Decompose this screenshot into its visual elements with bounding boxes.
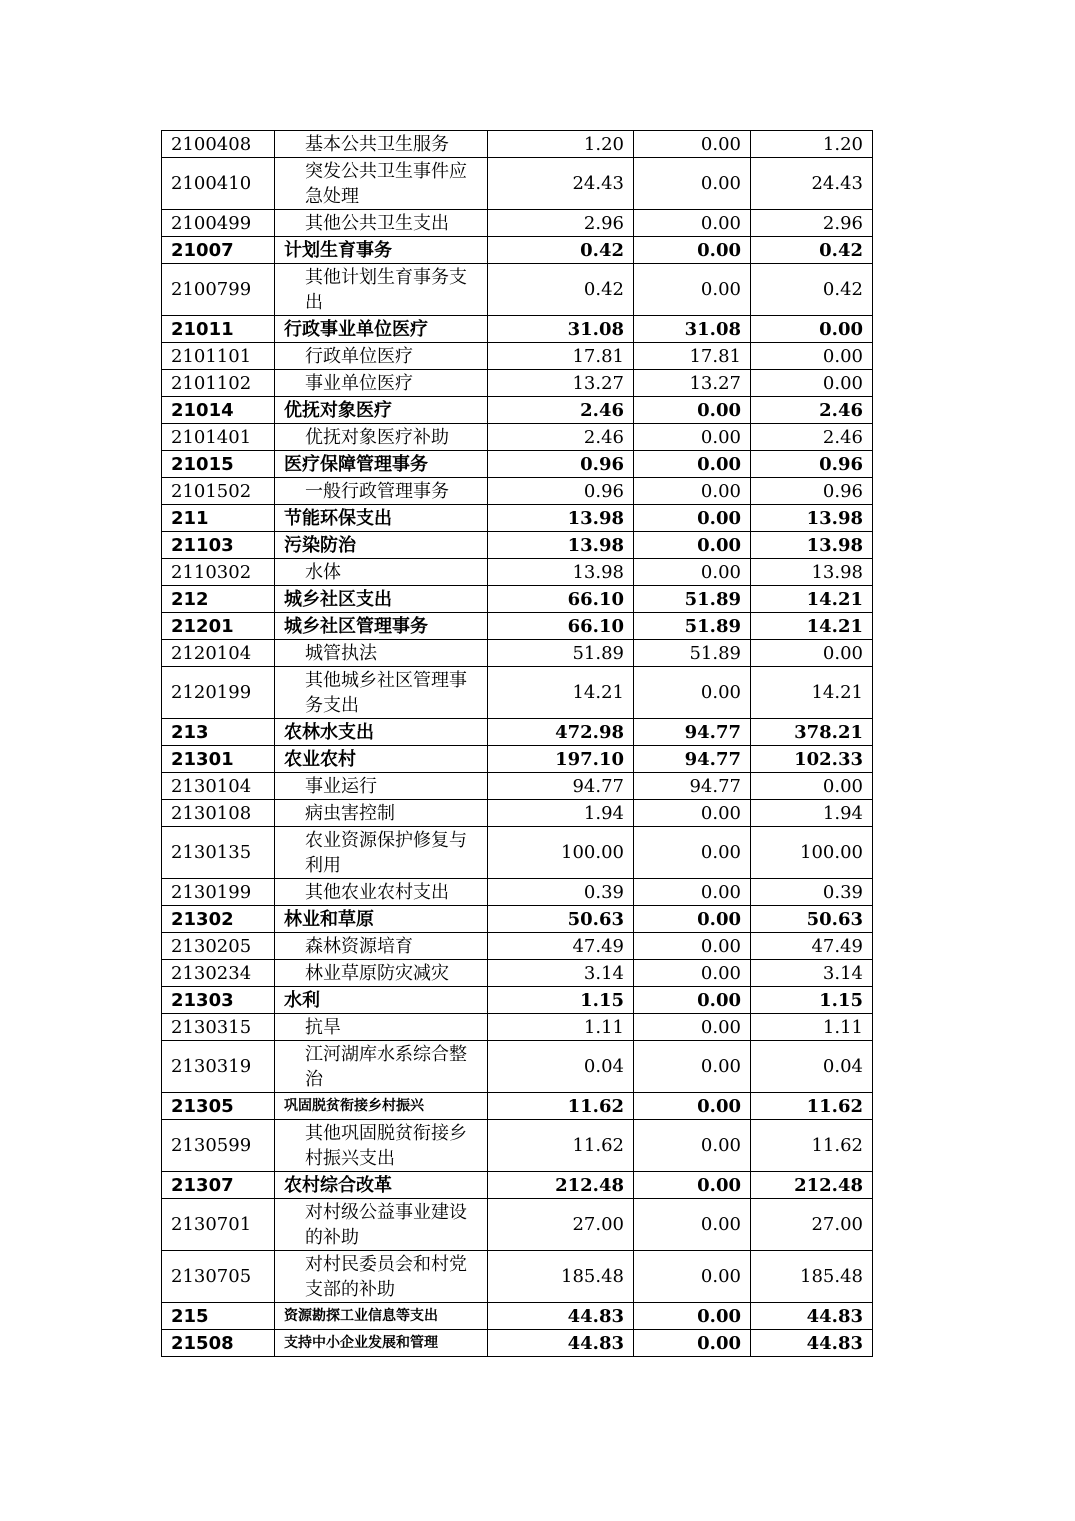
subject-name-cell: 资源勘探工业信息等支出 xyxy=(275,1303,488,1330)
subject-name-cell: 农业资源保护修复与利用 xyxy=(275,827,488,879)
subject-name-cell: 其他城乡社区管理事务支出 xyxy=(275,667,488,719)
project-expenditure-cell: 0.00 xyxy=(751,640,873,667)
basic-expenditure-cell: 51.89 xyxy=(634,640,751,667)
table-row xyxy=(162,1172,873,1199)
subject-name-cell: 事业单位医疗 xyxy=(275,370,488,397)
table-row xyxy=(162,264,873,316)
basic-expenditure-cell: 0.00 xyxy=(634,1014,751,1041)
subject-name-cell: 节能环保支出 xyxy=(275,505,488,532)
project-expenditure-cell: 14.21 xyxy=(751,667,873,719)
project-expenditure-cell: 50.63 xyxy=(751,906,873,933)
basic-expenditure-cell: 0.00 xyxy=(634,1120,751,1172)
total-amount-cell: 11.62 xyxy=(488,1093,634,1120)
table-row xyxy=(162,640,873,667)
total-amount-cell: 1.11 xyxy=(488,1014,634,1041)
subject-code-cell: 2101102 xyxy=(162,370,275,397)
subject-name-cell: 水利 xyxy=(275,987,488,1014)
total-amount-cell: 0.42 xyxy=(488,237,634,264)
project-expenditure-cell: 44.83 xyxy=(751,1303,873,1330)
project-expenditure-cell: 0.96 xyxy=(751,478,873,505)
project-expenditure-cell: 2.96 xyxy=(751,210,873,237)
project-expenditure-cell: 11.62 xyxy=(751,1120,873,1172)
table-row xyxy=(162,131,873,158)
table-row xyxy=(162,343,873,370)
project-expenditure-cell: 0.39 xyxy=(751,879,873,906)
table-row xyxy=(162,586,873,613)
subject-name-cell: 城乡社区管理事务 xyxy=(275,613,488,640)
total-amount-cell: 51.89 xyxy=(488,640,634,667)
table-row xyxy=(162,1303,873,1330)
subject-code-cell: 2101502 xyxy=(162,478,275,505)
total-amount-cell: 50.63 xyxy=(488,906,634,933)
table-row xyxy=(162,667,873,719)
subject-code-cell: 2101401 xyxy=(162,424,275,451)
project-expenditure-cell: 2.46 xyxy=(751,397,873,424)
project-expenditure-cell: 0.42 xyxy=(751,237,873,264)
subject-name-cell: 林业和草原 xyxy=(275,906,488,933)
table-row xyxy=(162,532,873,559)
total-amount-cell: 100.00 xyxy=(488,827,634,879)
subject-name-cell: 突发公共卫生事件应急处理 xyxy=(275,158,488,210)
subject-code-cell: 2130315 xyxy=(162,1014,275,1041)
subject-name-cell: 基本公共卫生服务 xyxy=(275,131,488,158)
subject-name-cell: 事业运行 xyxy=(275,773,488,800)
basic-expenditure-cell: 0.00 xyxy=(634,397,751,424)
total-amount-cell: 66.10 xyxy=(488,586,634,613)
table-row xyxy=(162,210,873,237)
basic-expenditure-cell: 0.00 xyxy=(634,960,751,987)
basic-expenditure-cell: 0.00 xyxy=(634,800,751,827)
basic-expenditure-cell: 0.00 xyxy=(634,933,751,960)
table-row xyxy=(162,933,873,960)
subject-code-cell: 21307 xyxy=(162,1172,275,1199)
subject-name-cell: 城乡社区支出 xyxy=(275,586,488,613)
subject-name-cell: 一般行政管理事务 xyxy=(275,478,488,505)
basic-expenditure-cell: 0.00 xyxy=(634,505,751,532)
table-row xyxy=(162,1120,873,1172)
subject-name-cell: 抗旱 xyxy=(275,1014,488,1041)
subject-code-cell: 2120199 xyxy=(162,667,275,719)
basic-expenditure-cell: 0.00 xyxy=(634,906,751,933)
basic-expenditure-cell: 0.00 xyxy=(634,1041,751,1093)
total-amount-cell: 2.46 xyxy=(488,424,634,451)
total-amount-cell: 185.48 xyxy=(488,1251,634,1303)
subject-name-cell: 医疗保障管理事务 xyxy=(275,451,488,478)
table-row xyxy=(162,1014,873,1041)
table-row xyxy=(162,370,873,397)
project-expenditure-cell: 0.04 xyxy=(751,1041,873,1093)
project-expenditure-cell: 2.46 xyxy=(751,424,873,451)
table-row xyxy=(162,773,873,800)
basic-expenditure-cell: 0.00 xyxy=(634,210,751,237)
total-amount-cell: 31.08 xyxy=(488,316,634,343)
project-expenditure-cell: 24.43 xyxy=(751,158,873,210)
subject-name-cell: 其他计划生育事务支出 xyxy=(275,264,488,316)
subject-code-cell: 21303 xyxy=(162,987,275,1014)
basic-expenditure-cell: 0.00 xyxy=(634,1303,751,1330)
subject-code-cell: 2130599 xyxy=(162,1120,275,1172)
total-amount-cell: 13.98 xyxy=(488,505,634,532)
project-expenditure-cell: 1.15 xyxy=(751,987,873,1014)
subject-code-cell: 21302 xyxy=(162,906,275,933)
basic-expenditure-cell: 0.00 xyxy=(634,1172,751,1199)
subject-code-cell: 2100408 xyxy=(162,131,275,158)
basic-expenditure-cell: 0.00 xyxy=(634,1251,751,1303)
subject-code-cell: 2130135 xyxy=(162,827,275,879)
table-row xyxy=(162,613,873,640)
project-expenditure-cell: 0.96 xyxy=(751,451,873,478)
project-expenditure-cell: 378.21 xyxy=(751,719,873,746)
total-amount-cell: 24.43 xyxy=(488,158,634,210)
project-expenditure-cell: 3.14 xyxy=(751,960,873,987)
total-amount-cell: 66.10 xyxy=(488,613,634,640)
total-amount-cell: 14.21 xyxy=(488,667,634,719)
basic-expenditure-cell: 0.00 xyxy=(634,131,751,158)
total-amount-cell: 1.15 xyxy=(488,987,634,1014)
total-amount-cell: 1.94 xyxy=(488,800,634,827)
project-expenditure-cell: 212.48 xyxy=(751,1172,873,1199)
subject-code-cell: 2100410 xyxy=(162,158,275,210)
basic-expenditure-cell: 0.00 xyxy=(634,987,751,1014)
basic-expenditure-cell: 0.00 xyxy=(634,451,751,478)
table-row xyxy=(162,719,873,746)
subject-name-cell: 农业农村 xyxy=(275,746,488,773)
project-expenditure-cell: 13.98 xyxy=(751,532,873,559)
total-amount-cell: 11.62 xyxy=(488,1120,634,1172)
table-row xyxy=(162,478,873,505)
project-expenditure-cell: 102.33 xyxy=(751,746,873,773)
subject-name-cell: 城管执法 xyxy=(275,640,488,667)
project-expenditure-cell: 13.98 xyxy=(751,505,873,532)
basic-expenditure-cell: 51.89 xyxy=(634,613,751,640)
table-row xyxy=(162,827,873,879)
project-expenditure-cell: 100.00 xyxy=(751,827,873,879)
basic-expenditure-cell: 0.00 xyxy=(634,424,751,451)
table-row xyxy=(162,1041,873,1093)
subject-code-cell: 211 xyxy=(162,505,275,532)
table-row xyxy=(162,1093,873,1120)
subject-name-cell: 森林资源培育 xyxy=(275,933,488,960)
total-amount-cell: 472.98 xyxy=(488,719,634,746)
subject-name-cell: 优抚对象医疗补助 xyxy=(275,424,488,451)
basic-expenditure-cell: 0.00 xyxy=(634,1330,751,1357)
total-amount-cell: 0.96 xyxy=(488,478,634,505)
subject-code-cell: 21201 xyxy=(162,613,275,640)
total-amount-cell: 197.10 xyxy=(488,746,634,773)
basic-expenditure-cell: 94.77 xyxy=(634,719,751,746)
subject-code-cell: 2130205 xyxy=(162,933,275,960)
subject-name-cell: 对村级公益事业建设的补助 xyxy=(275,1199,488,1251)
project-expenditure-cell: 0.00 xyxy=(751,370,873,397)
basic-expenditure-cell: 0.00 xyxy=(634,827,751,879)
basic-expenditure-cell: 0.00 xyxy=(634,237,751,264)
table-row xyxy=(162,746,873,773)
basic-expenditure-cell: 17.81 xyxy=(634,343,751,370)
total-amount-cell: 0.96 xyxy=(488,451,634,478)
subject-name-cell: 污染防治 xyxy=(275,532,488,559)
table-row xyxy=(162,451,873,478)
table-row xyxy=(162,960,873,987)
subject-code-cell: 2100799 xyxy=(162,264,275,316)
project-expenditure-cell: 13.98 xyxy=(751,559,873,586)
basic-expenditure-cell: 0.00 xyxy=(634,1199,751,1251)
subject-code-cell: 212 xyxy=(162,586,275,613)
subject-name-cell: 行政事业单位医疗 xyxy=(275,316,488,343)
subject-code-cell: 2130108 xyxy=(162,800,275,827)
project-expenditure-cell: 0.00 xyxy=(751,316,873,343)
subject-code-cell: 2100499 xyxy=(162,210,275,237)
project-expenditure-cell: 14.21 xyxy=(751,613,873,640)
basic-expenditure-cell: 0.00 xyxy=(634,264,751,316)
total-amount-cell: 27.00 xyxy=(488,1199,634,1251)
table-row xyxy=(162,559,873,586)
subject-name-cell: 农村综合改革 xyxy=(275,1172,488,1199)
subject-name-cell: 其他公共卫生支出 xyxy=(275,210,488,237)
project-expenditure-cell: 0.42 xyxy=(751,264,873,316)
table-row xyxy=(162,316,873,343)
budget-table xyxy=(161,130,873,1357)
table-row xyxy=(162,879,873,906)
total-amount-cell: 0.04 xyxy=(488,1041,634,1093)
subject-name-cell: 水体 xyxy=(275,559,488,586)
subject-code-cell: 2130319 xyxy=(162,1041,275,1093)
table-row xyxy=(162,987,873,1014)
subject-code-cell: 21305 xyxy=(162,1093,275,1120)
total-amount-cell: 212.48 xyxy=(488,1172,634,1199)
subject-code-cell: 21014 xyxy=(162,397,275,424)
basic-expenditure-cell: 0.00 xyxy=(634,532,751,559)
basic-expenditure-cell: 0.00 xyxy=(634,559,751,586)
subject-name-cell: 农林水支出 xyxy=(275,719,488,746)
table-row xyxy=(162,1330,873,1357)
total-amount-cell: 94.77 xyxy=(488,773,634,800)
subject-name-cell: 其他农业农村支出 xyxy=(275,879,488,906)
subject-name-cell: 优抚对象医疗 xyxy=(275,397,488,424)
project-expenditure-cell: 0.00 xyxy=(751,343,873,370)
table-row xyxy=(162,397,873,424)
subject-code-cell: 21015 xyxy=(162,451,275,478)
table-row xyxy=(162,906,873,933)
table-row xyxy=(162,1251,873,1303)
basic-expenditure-cell: 31.08 xyxy=(634,316,751,343)
total-amount-cell: 1.20 xyxy=(488,131,634,158)
basic-expenditure-cell: 0.00 xyxy=(634,478,751,505)
table-row xyxy=(162,158,873,210)
total-amount-cell: 44.83 xyxy=(488,1303,634,1330)
total-amount-cell: 0.42 xyxy=(488,264,634,316)
subject-code-cell: 21011 xyxy=(162,316,275,343)
subject-code-cell: 2130705 xyxy=(162,1251,275,1303)
subject-code-cell: 2101101 xyxy=(162,343,275,370)
subject-code-cell: 21103 xyxy=(162,532,275,559)
subject-code-cell: 213 xyxy=(162,719,275,746)
total-amount-cell: 0.39 xyxy=(488,879,634,906)
subject-code-cell: 21508 xyxy=(162,1330,275,1357)
basic-expenditure-cell: 13.27 xyxy=(634,370,751,397)
basic-expenditure-cell: 94.77 xyxy=(634,746,751,773)
subject-code-cell: 2120104 xyxy=(162,640,275,667)
subject-code-cell: 2130234 xyxy=(162,960,275,987)
table-row xyxy=(162,505,873,532)
total-amount-cell: 44.83 xyxy=(488,1330,634,1357)
table-row xyxy=(162,800,873,827)
project-expenditure-cell: 14.21 xyxy=(751,586,873,613)
table-row xyxy=(162,424,873,451)
subject-code-cell: 21007 xyxy=(162,237,275,264)
budget-table-body xyxy=(162,131,873,1357)
basic-expenditure-cell: 0.00 xyxy=(634,667,751,719)
subject-code-cell: 215 xyxy=(162,1303,275,1330)
total-amount-cell: 2.96 xyxy=(488,210,634,237)
basic-expenditure-cell: 51.89 xyxy=(634,586,751,613)
subject-name-cell: 其他巩固脱贫衔接乡村振兴支出 xyxy=(275,1120,488,1172)
table-row xyxy=(162,1199,873,1251)
basic-expenditure-cell: 94.77 xyxy=(634,773,751,800)
subject-name-cell: 巩固脱贫衔接乡村振兴 xyxy=(275,1093,488,1120)
project-expenditure-cell: 0.00 xyxy=(751,773,873,800)
table-row xyxy=(162,237,873,264)
basic-expenditure-cell: 0.00 xyxy=(634,158,751,210)
project-expenditure-cell: 47.49 xyxy=(751,933,873,960)
subject-name-cell: 江河湖库水系综合整治 xyxy=(275,1041,488,1093)
subject-code-cell: 2130104 xyxy=(162,773,275,800)
basic-expenditure-cell: 0.00 xyxy=(634,879,751,906)
subject-code-cell: 21301 xyxy=(162,746,275,773)
project-expenditure-cell: 185.48 xyxy=(751,1251,873,1303)
subject-code-cell: 2130701 xyxy=(162,1199,275,1251)
total-amount-cell: 13.27 xyxy=(488,370,634,397)
subject-name-cell: 病虫害控制 xyxy=(275,800,488,827)
project-expenditure-cell: 27.00 xyxy=(751,1199,873,1251)
project-expenditure-cell: 1.20 xyxy=(751,131,873,158)
total-amount-cell: 2.46 xyxy=(488,397,634,424)
total-amount-cell: 17.81 xyxy=(488,343,634,370)
subject-name-cell: 对村民委员会和村党支部的补助 xyxy=(275,1251,488,1303)
subject-name-cell: 计划生育事务 xyxy=(275,237,488,264)
subject-name-cell: 行政单位医疗 xyxy=(275,343,488,370)
project-expenditure-cell: 11.62 xyxy=(751,1093,873,1120)
subject-code-cell: 2110302 xyxy=(162,559,275,586)
total-amount-cell: 13.98 xyxy=(488,532,634,559)
total-amount-cell: 3.14 xyxy=(488,960,634,987)
project-expenditure-cell: 1.94 xyxy=(751,800,873,827)
project-expenditure-cell: 1.11 xyxy=(751,1014,873,1041)
total-amount-cell: 13.98 xyxy=(488,559,634,586)
project-expenditure-cell: 44.83 xyxy=(751,1330,873,1357)
subject-code-cell: 2130199 xyxy=(162,879,275,906)
total-amount-cell: 47.49 xyxy=(488,933,634,960)
subject-name-cell: 支持中小企业发展和管理 xyxy=(275,1330,488,1357)
basic-expenditure-cell: 0.00 xyxy=(634,1093,751,1120)
subject-name-cell: 林业草原防灾减灾 xyxy=(275,960,488,987)
